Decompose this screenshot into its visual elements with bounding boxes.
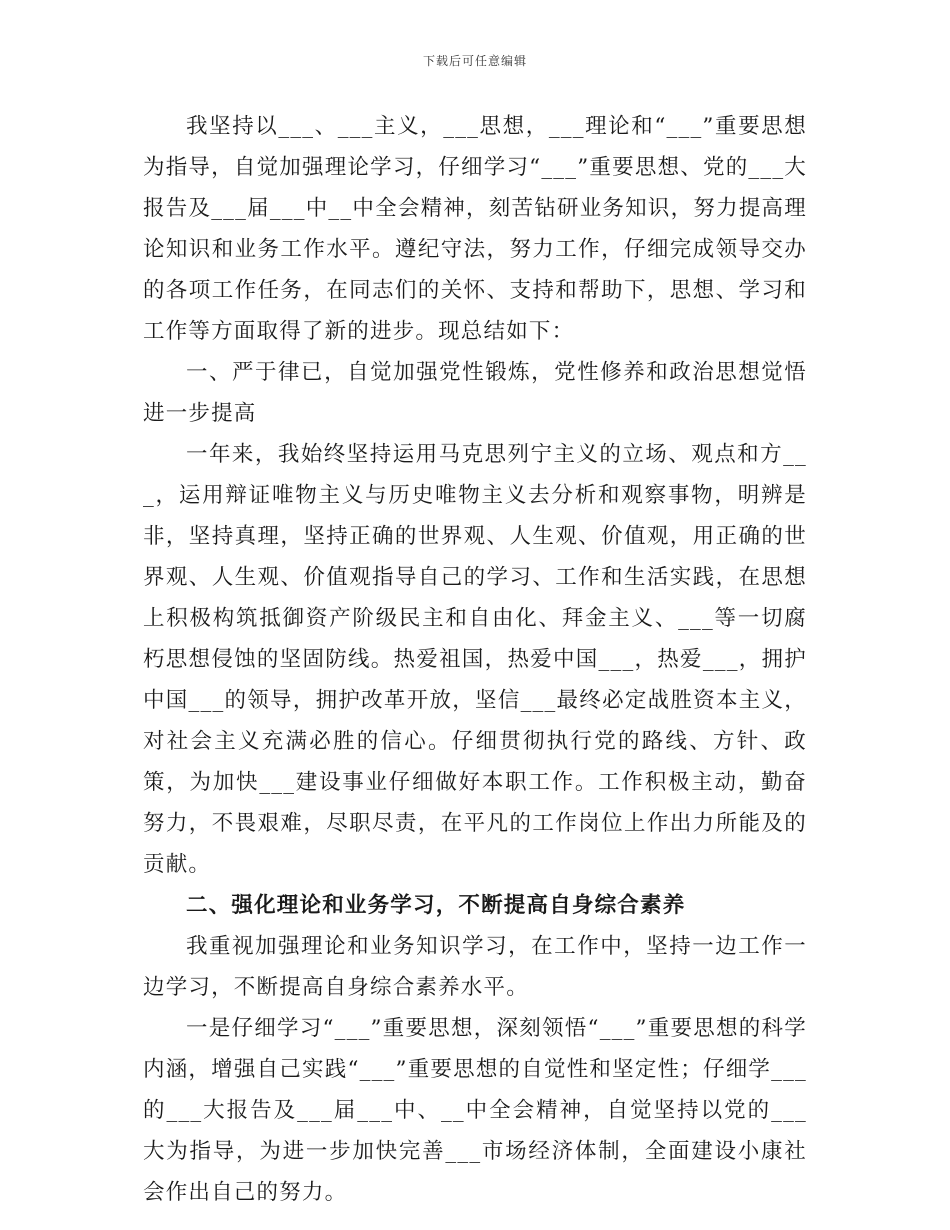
document-body (143, 106, 807, 1213)
section-heading-2: 二、强化理论和业务学习，不断提高自身综合素养 (186, 893, 686, 918)
intro-paragraph: 我坚持以___、___主义，___思想，___理论和“___”重要思想为指导，自觉加强理论学习，仔细学习“___”重要思想、党的___大报告及___届___中__中全会精神，刻苦钻研业务知识，努力提高理论知识和业务工作水平。遵纪守法，努力工作，仔细完成领导交办的各项工作任务，在同志们的关怀、支持和帮助下，思想、学习和工作等方面取得了新的进步。现总结如下： (143, 114, 807, 344)
section-2-point-1-paragraph: 一是仔细学习“___”重要思想，深刻领悟“___”重要思想的科学内涵，增强自己实践“___”重要思想的自觉性和坚定性；仔细学___的___大报告及___届___中、__中全会精神，自觉坚持以党的___大为指导，为进一步加快完善___市场经济体制，全面建设小康社会作出自己的努力。 (143, 1016, 807, 1205)
section-heading-1: 一、严于律已，自觉加强党性锻炼，党性修养和政治思想觉悟进一步提高 (143, 360, 807, 426)
section-2-intro-paragraph: 我重视加强理论和业务知识学习，在工作中，坚持一边工作一边学习，不断提高自身综合素养水平。 (143, 934, 807, 1000)
section-1-paragraph: 一年来，我始终坚持运用马克思列宁主义的立场、观点和方___，运用辩证唯物主义与历史唯物主义去分析和观察事物，明辨是非，坚持真理，坚持正确的世界观、人生观、价值观，用正确的世界观、人生观、价值观指导自己的学习、工作和生活实践，在思想上积极构筑抵御资产阶级民主和自由化、拜金主义、___等一切腐朽思想侵蚀的坚固防线。热爱祖国，热爱中国___，热爱___，拥护中国___的领导，拥护改革开放，坚信___最终必定战胜资本主义，对社会主义充满必胜的信心。仔细贯彻执行党的路线、方针、政策，为加快___建设事业仔细做好本职工作。工作积极主动，勤奋努力，不畏艰难，尽职尽责，在平凡的工作岗位上作出力所能及的贡献。 (143, 442, 807, 877)
page-header: 下载后可任意编辑 (422, 54, 527, 68)
